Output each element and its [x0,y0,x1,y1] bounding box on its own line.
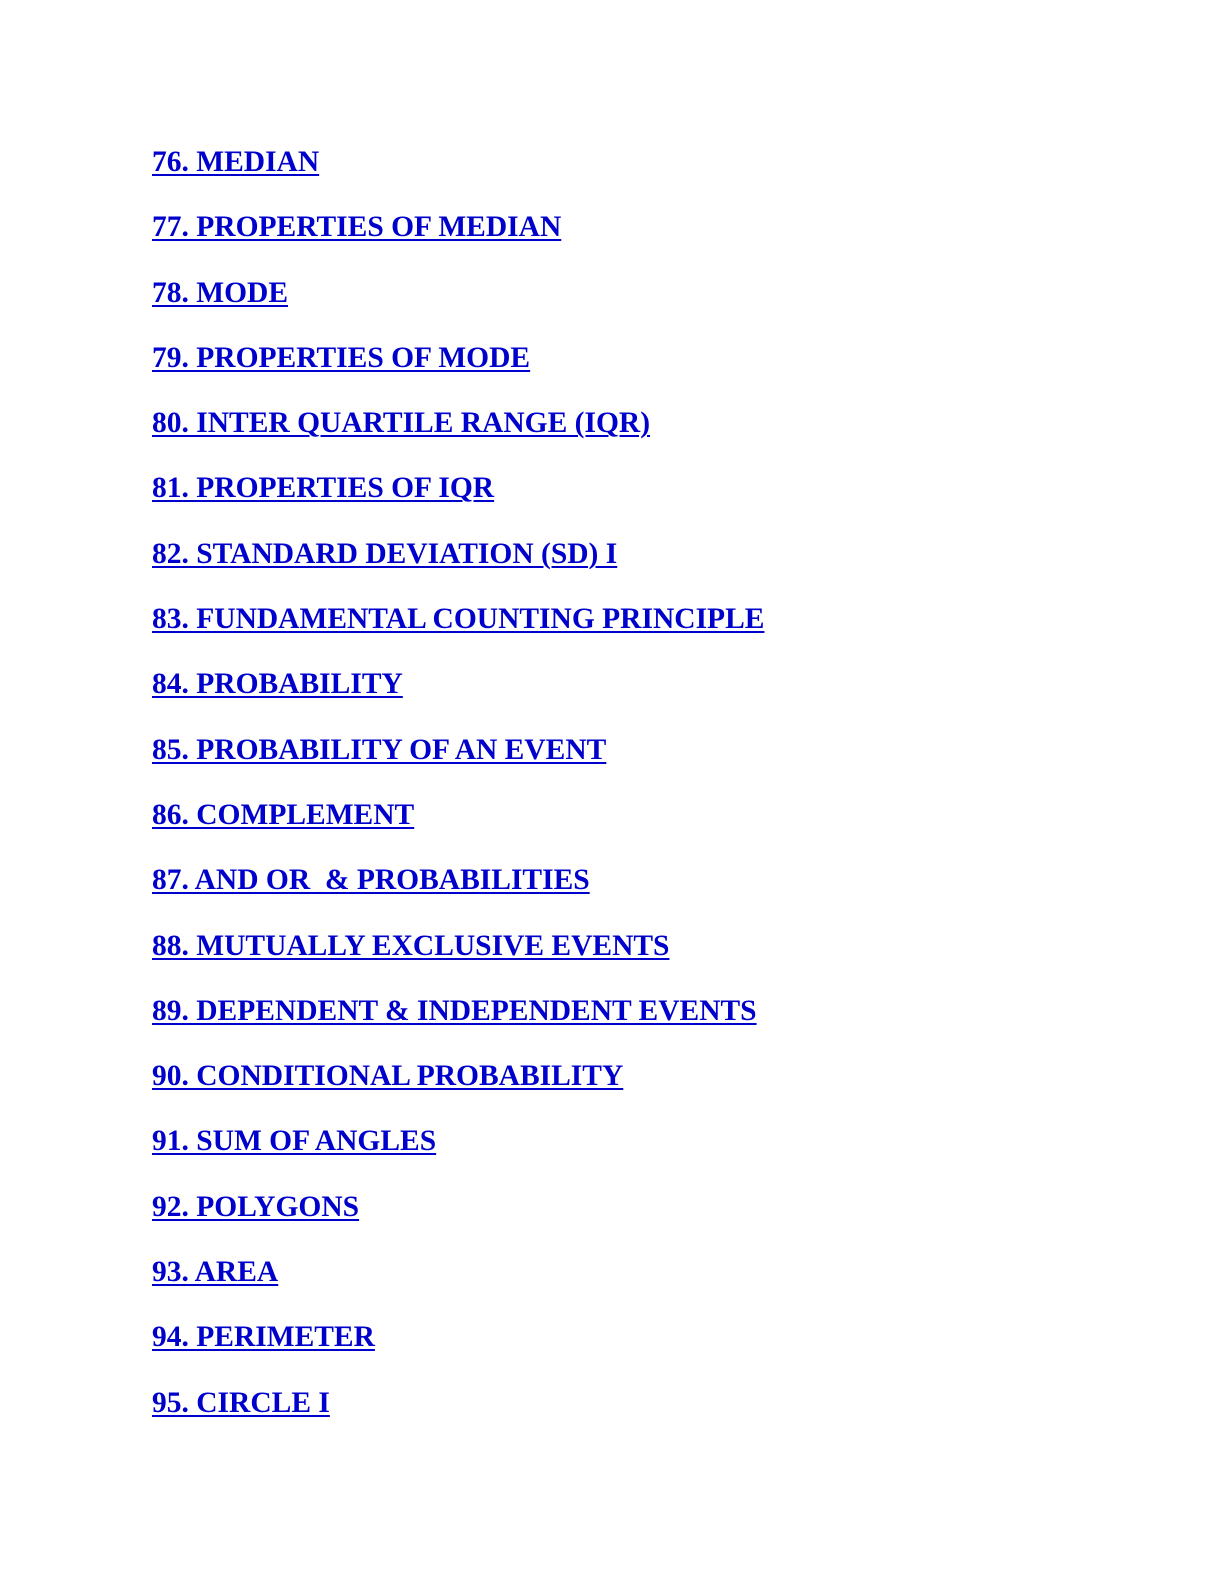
toc-link-standard-deviation[interactable]: 82. STANDARD DEVIATION (SD) I [152,537,618,570]
toc-entry [152,1187,764,1252]
toc-link-mode[interactable]: 78. MODE [152,276,289,309]
toc-link-inter-quartile-range[interactable]: 80. INTER QUARTILE RANGE (IQR) [152,407,651,440]
toc-link-and-or-probabilities[interactable]: 87. AND OR & PROBABILITIES [152,864,590,897]
toc-link-area[interactable]: 93. AREA [152,1256,279,1289]
toc-link-circle-i[interactable]: 95. CIRCLE I [152,1386,330,1419]
toc-entry [152,1317,764,1382]
toc-entry [152,273,764,338]
toc-entry [152,730,764,795]
toc-link-probability-of-an-event[interactable]: 85. PROBABILITY OF AN EVENT [152,733,607,766]
toc-entry [152,1383,764,1448]
toc-link-mutually-exclusive-events[interactable]: 88. MUTUALLY EXCLUSIVE EVENTS [152,929,670,962]
toc-link-fundamental-counting-principle[interactable]: 83. FUNDAMENTAL COUNTING PRINCIPLE [152,603,765,636]
toc-entry [152,468,764,533]
toc-entry [152,403,764,468]
toc-link-perimeter[interactable]: 94. PERIMETER [152,1321,375,1354]
toc-entry [152,664,764,729]
toc-entry [152,599,764,664]
toc-entry [152,991,764,1056]
toc-link-properties-of-iqr[interactable]: 81. PROPERTIES OF IQR [152,472,495,505]
toc-link-properties-of-mode[interactable]: 79. PROPERTIES OF MODE [152,341,531,374]
toc-entry [152,860,764,925]
toc-entry [152,1252,764,1317]
toc-link-sum-of-angles[interactable]: 91. SUM OF ANGLES [152,1125,437,1158]
toc-link-conditional-probability[interactable]: 90. CONDITIONAL PROBABILITY [152,1060,624,1093]
toc-entry [152,795,764,860]
toc-link-dependent-independent-events[interactable]: 89. DEPENDENT & INDEPENDENT EVENTS [152,994,757,1027]
toc-link-properties-of-median[interactable]: 77. PROPERTIES OF MEDIAN [152,211,562,244]
toc-link-median[interactable]: 76. MEDIAN [152,146,320,178]
toc-link-polygons[interactable]: 92. POLYGONS [152,1190,360,1223]
toc-entry [152,338,764,403]
toc-entry [152,1121,764,1186]
toc-entry [152,1056,764,1121]
toc-entry [152,142,764,207]
toc-link-complement[interactable]: 86. COMPLEMENT [152,798,415,831]
toc-link-probability[interactable]: 84. PROBABILITY [152,668,403,701]
toc-entry [152,534,764,599]
toc-entry [152,207,764,272]
table-of-contents [152,142,764,1448]
toc-entry [152,926,764,991]
